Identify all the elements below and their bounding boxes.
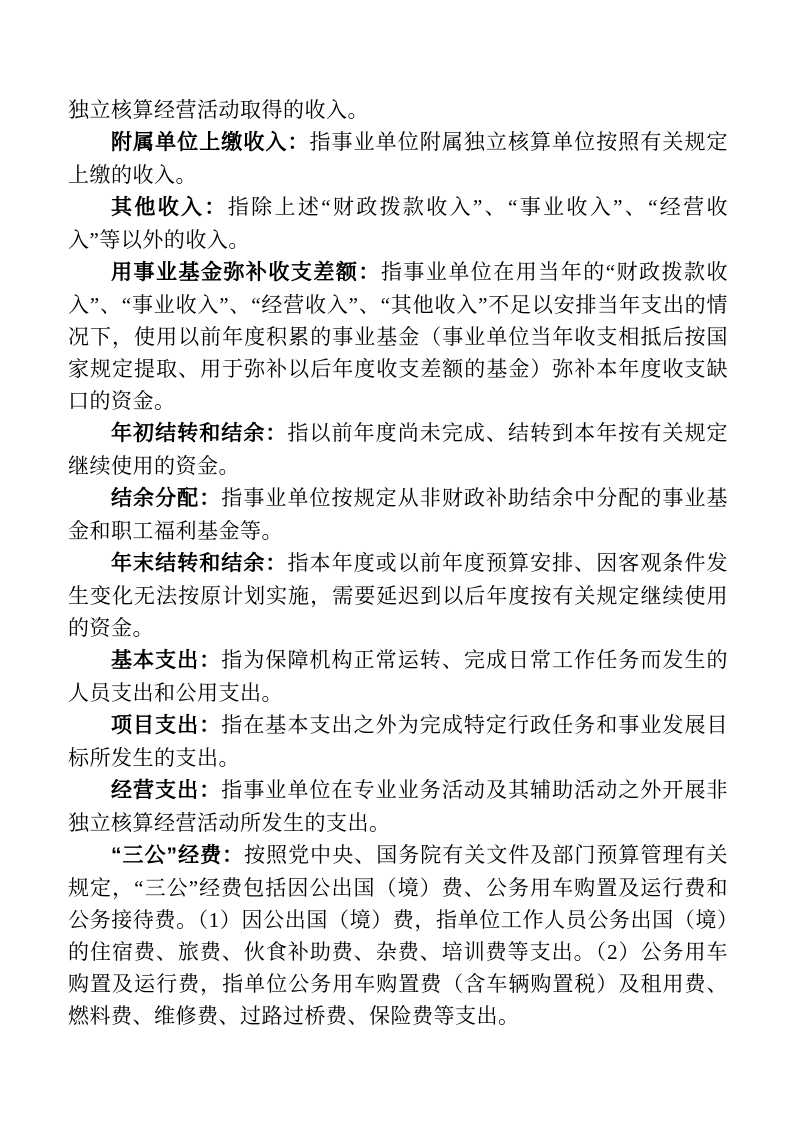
term-label: 基本支出： xyxy=(111,649,222,672)
paragraph xyxy=(68,256,728,417)
paragraph-text: 指为保障机构正常运转、完成日常工作任务而发生的人员支出和公用支出。 xyxy=(68,648,729,705)
term-label: 年末结转和结余： xyxy=(111,552,288,575)
paragraph-text: 指事业单位附属独立核算单位按照有关规定上缴的收入。 xyxy=(68,130,728,187)
term-label: 经营支出： xyxy=(111,779,222,802)
paragraph-text: 指事业单位在专业业务活动及其辅助活动之外开展非独立核算经营活动所发生的支出。 xyxy=(68,778,729,835)
term-label: 附属单位上缴收入： xyxy=(111,131,310,154)
term-label: 其他收入： xyxy=(111,196,228,219)
paragraph-text: 按照党中央、国务院有关文件及部门预算管理有关规定，“三公”经费包括因公出国（境）费、公务用车购置及运行费和公务接待费。（1）因公出国（境）费，指单位工作人员公务出国（境）的住宿费、旅费、伙食补助费、杂费、培训费等支出。（2）公务用车购置及运行费，指单位公务用车购置费（含车辆购置税）及租用费、燃料费、维修费、过路过桥费、保险费等支出。 xyxy=(68,843,728,1028)
paragraph xyxy=(68,547,728,644)
paragraph-text: 独立核算经营活动取得的收入。 xyxy=(68,98,369,122)
paragraph xyxy=(68,644,728,709)
paragraph xyxy=(68,482,728,547)
paragraph-text: 指本年度或以前年度预算安排、因客观条件发生变化无法按原计划实施，需要延迟到以后年度按有关规定继续使用的资金。 xyxy=(68,551,729,640)
term-label: 结余分配： xyxy=(111,487,222,510)
paragraph xyxy=(68,126,728,191)
paragraph xyxy=(68,94,728,126)
paragraph xyxy=(68,709,728,774)
paragraph xyxy=(68,774,728,839)
term-label: 用事业基金弥补收支差额： xyxy=(111,261,381,284)
paragraph-text: 指事业单位在用当年的“财政拨款收入”、“事业收入”、“经营收入”、“其他收入”不足以安排当年支出的情况下，使用以前年度积累的事业基金（事业单位当年收支相抵后按国家规定提取、用于弥补以后年度收支差额的基金）弥补本年度收支缺口的资金。 xyxy=(68,260,728,413)
paragraph-text: 指事业单位按规定从非财政补助结余中分配的事业基金和职工福利基金等。 xyxy=(68,486,729,543)
paragraph xyxy=(68,417,728,482)
term-label: 项目支出： xyxy=(111,714,222,737)
paragraph-text: 指以前年度尚未完成、结转到本年按有关规定继续使用的资金。 xyxy=(68,421,729,478)
term-label: 年初结转和结余： xyxy=(111,422,288,445)
paragraph xyxy=(68,839,728,1032)
term-label: “三公”经费： xyxy=(111,844,245,867)
document-content xyxy=(68,94,728,1032)
paragraph xyxy=(68,191,728,256)
paragraph-text: 指除上述“财政拨款收入”、“事业收入”、“经营收入”等以外的收入。 xyxy=(68,195,729,252)
paragraph-text: 指在基本支出之外为完成特定行政任务和事业发展目标所发生的支出。 xyxy=(68,713,729,770)
